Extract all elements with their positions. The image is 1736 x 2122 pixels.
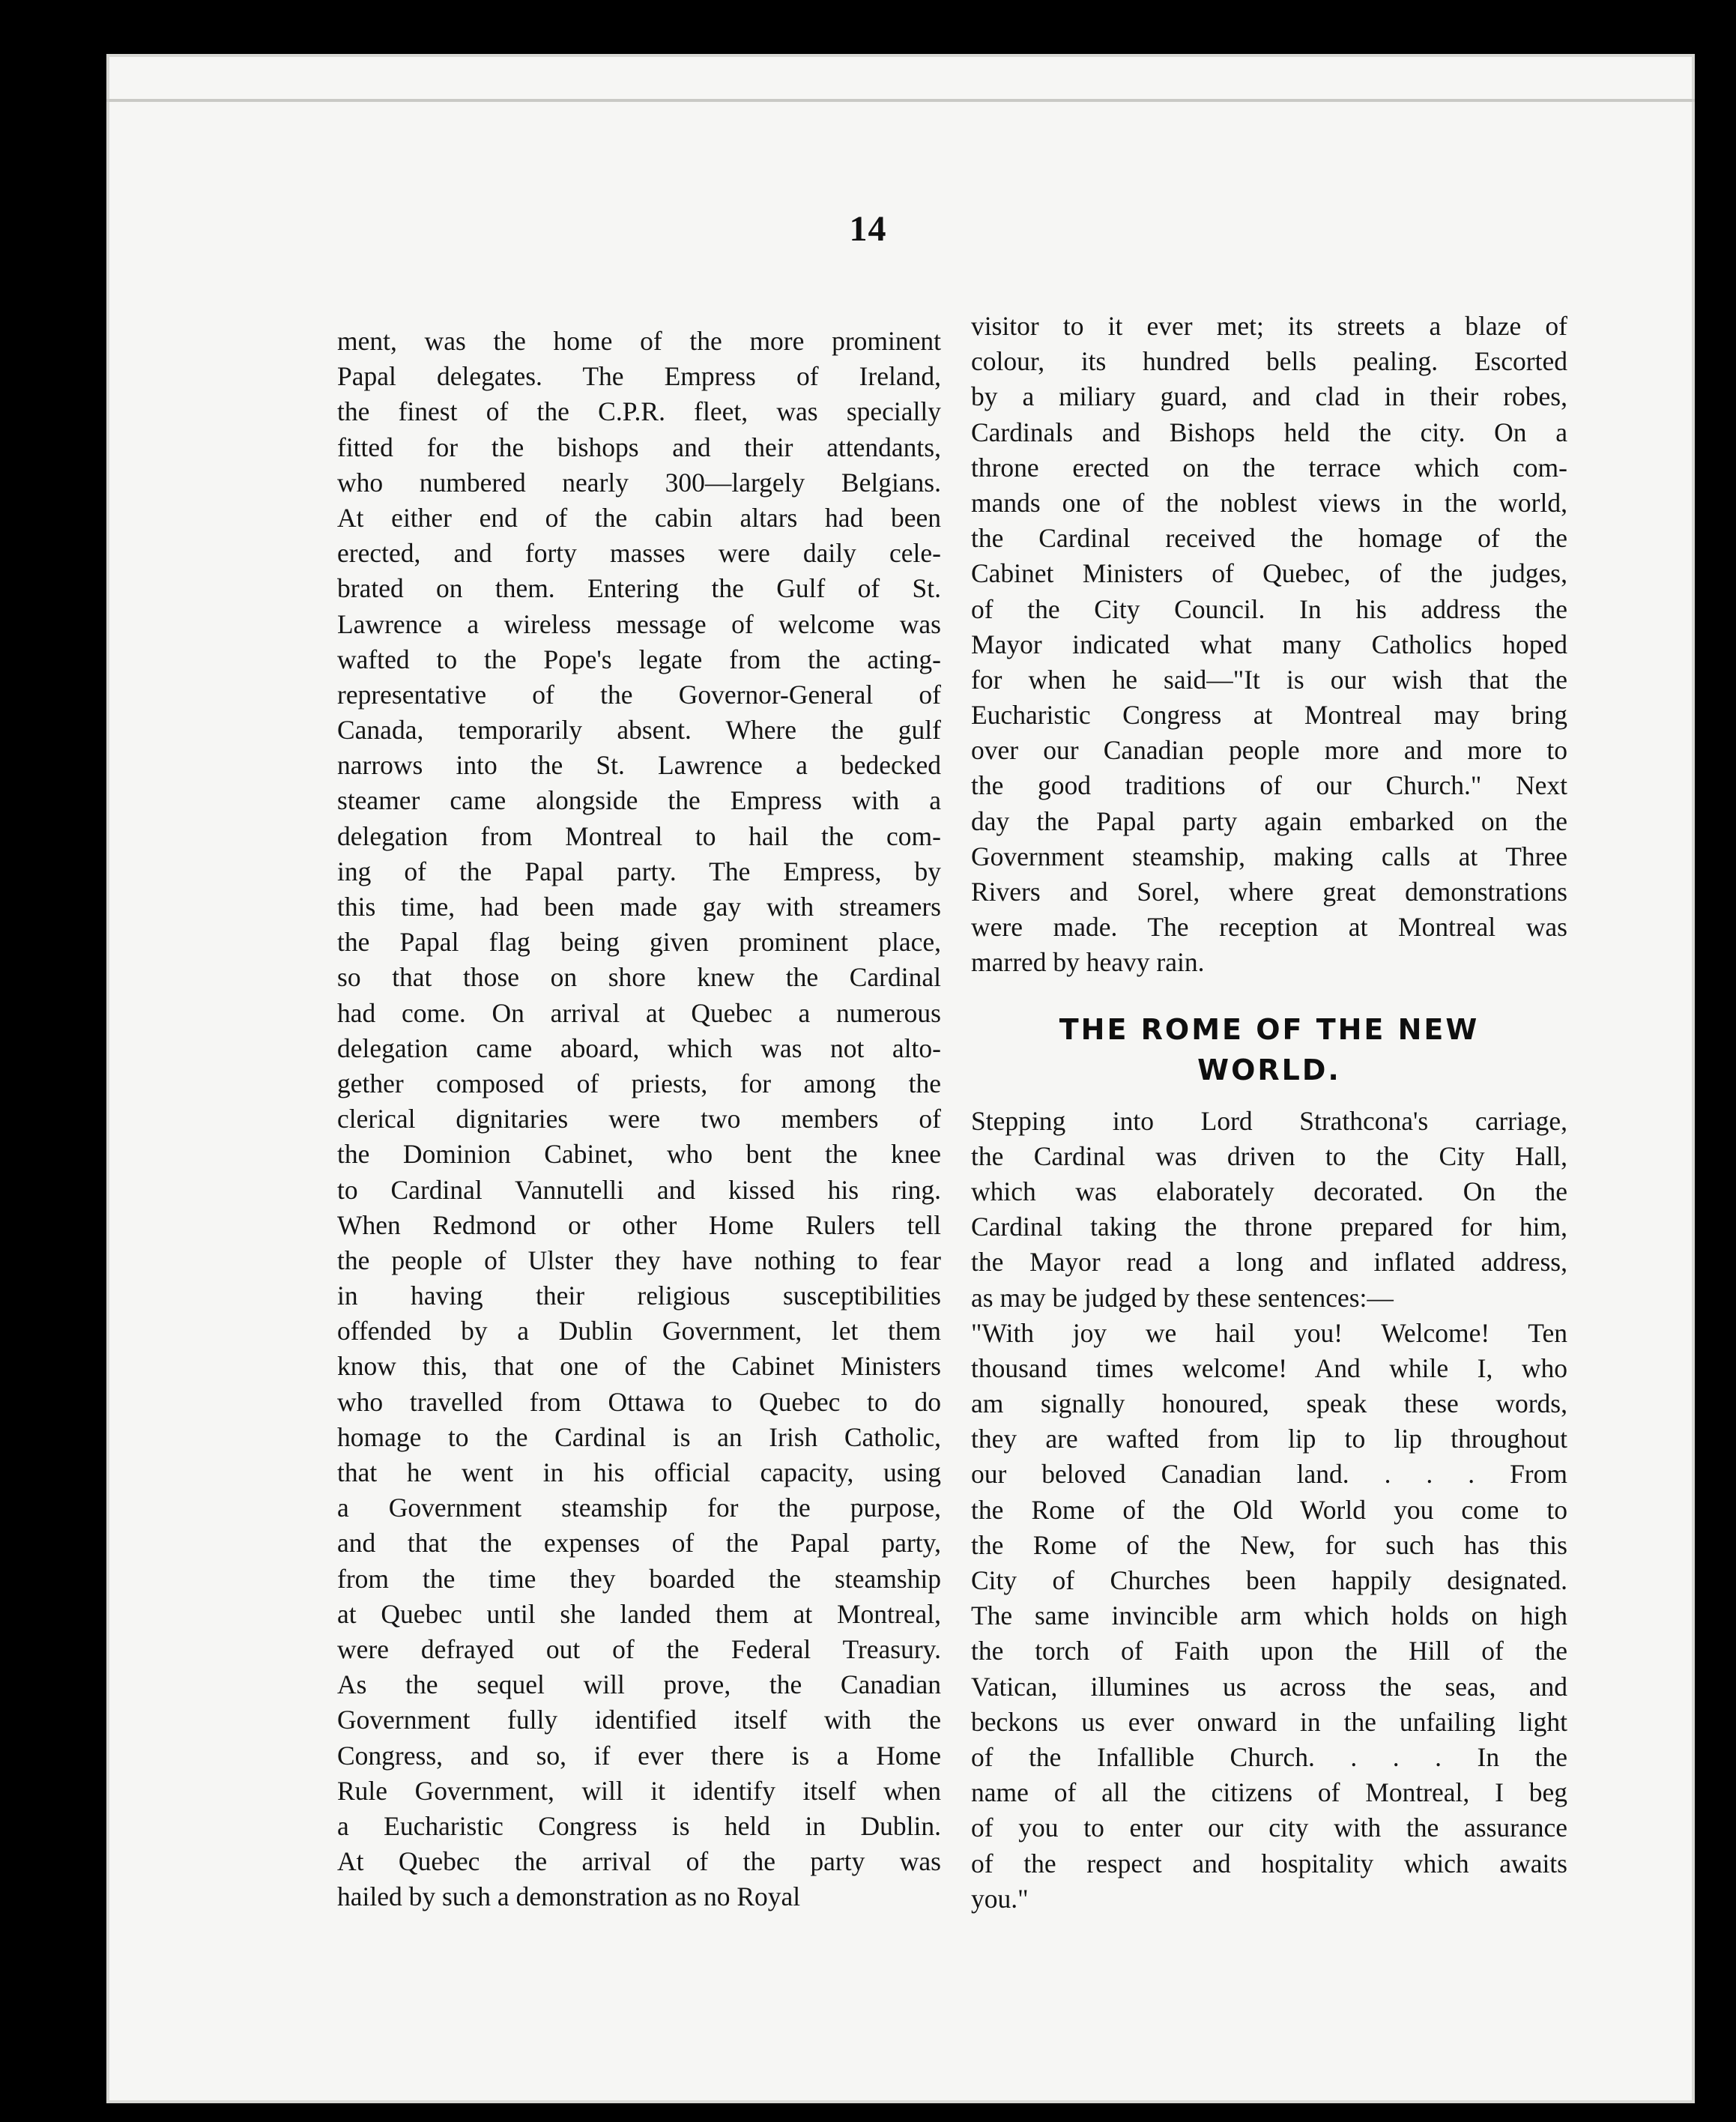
text-line: Government fully identified itself with the <box>337 1705 941 1735</box>
text-line: the Dominion Cabinet, who bent the knee <box>337 1139 941 1170</box>
text-line: Rule Government, will it identify itself when <box>337 1775 941 1806</box>
text-line: know this, that one of the Cabinet Ministers <box>337 1351 941 1382</box>
text-line: of you to enter our city with the assurance <box>971 1813 1567 1843</box>
text-line: a Government steamship for the purpose, <box>337 1493 941 1523</box>
text-line: so that those on shore knew the Cardinal <box>337 962 941 993</box>
text-line: the good traditions of our Church." Next <box>971 770 1567 801</box>
section-heading <box>971 1009 1567 1090</box>
text-line: for when he said—"It is our wish that the <box>971 664 1567 695</box>
text-line: representative of the Governor-General of <box>337 679 941 710</box>
text-line: At either end of the cabin altars had been <box>337 502 941 533</box>
text-line: erected, and forty masses were daily cele- <box>337 538 941 569</box>
right-column-top-text <box>971 309 1567 981</box>
text-line: who travelled from Ottawa to Quebec to do <box>337 1386 941 1417</box>
text-line: a Eucharistic Congress is held in Dublin. <box>337 1810 941 1841</box>
text-line: the Rome of the Old World you come to <box>971 1494 1567 1525</box>
text-line: colour, its hundred bells pealing. Escorted <box>971 346 1567 377</box>
text-line: "With joy we hail you! Welcome! Ten <box>971 1317 1567 1348</box>
section-heading-line-2: WORLD. <box>1197 1053 1341 1086</box>
text-line: Canada, temporarily absent. Where the gulf <box>337 715 941 746</box>
text-line: When Redmond or other Home Rulers tell <box>337 1209 941 1240</box>
text-line: thousand times welcome! And while I, who <box>971 1352 1567 1383</box>
text-line: The same invincible arm which holds on high <box>971 1600 1567 1631</box>
page-number: 14 <box>849 209 887 249</box>
text-line: over our Canadian people more and more to <box>971 735 1567 766</box>
text-line: of the Infallible Church. . . . In the <box>971 1741 1567 1772</box>
text-line: Government steamship, making calls at Three <box>971 841 1567 871</box>
text-line: the Mayor read a long and inflated address, <box>971 1247 1567 1278</box>
text-line: clerical dignitaries were two members of <box>337 1104 941 1134</box>
text-line: hailed by such a demonstration as no Royal <box>337 1881 801 1912</box>
text-line: Mayor indicated what many Catholics hoped <box>971 629 1567 659</box>
text-line: wafted to the Pope's legate from the acting- <box>337 644 941 674</box>
text-line: Rivers and Sorel, where great demonstrations <box>971 877 1567 907</box>
text-line: as may be judged by these sentences:— <box>971 1282 1394 1313</box>
text-line: to Cardinal Vannutelli and kissed his ring. <box>337 1174 941 1205</box>
text-line: who numbered nearly 300—largely Belgians. <box>337 467 941 498</box>
text-line: day the Papal party again embarked on the <box>971 805 1567 836</box>
text-line: Cardinals and Bishops held the city. On a <box>971 417 1567 447</box>
text-line: by a miliary guard, and clad in their robes, <box>971 381 1567 412</box>
text-line: ment, was the home of the more prominent <box>337 326 941 356</box>
text-line: Cabinet Ministers of Quebec, of the judges, <box>971 558 1567 589</box>
text-line: gether composed of priests, for among the <box>337 1068 941 1098</box>
text-line: and that the expenses of the Papal party, <box>337 1528 941 1559</box>
text-line: As the sequel will prove, the Canadian <box>337 1669 941 1700</box>
text-line: mands one of the noblest views in the world, <box>971 487 1567 518</box>
text-line: steamer came alongside the Empress with a <box>337 785 941 816</box>
text-line: which was elaborately decorated. On the <box>971 1176 1567 1206</box>
text-line: Congress, and so, if ever there is a Home <box>337 1740 941 1771</box>
text-line: were made. The reception at Montreal was <box>971 912 1567 943</box>
text-line: delegation came aboard, which was not alto- <box>337 1033 941 1063</box>
page-fold-line <box>106 99 1695 102</box>
text-line: offended by a Dublin Government, let them <box>337 1316 941 1346</box>
text-line: the Cardinal was driven to the City Hall, <box>971 1140 1567 1171</box>
section-heading-line-1: THE ROME OF THE NEW <box>1059 1012 1480 1046</box>
text-line: Vatican, illumines us across the seas, and <box>971 1671 1567 1702</box>
right-column-bottom-text <box>971 1104 1567 1917</box>
text-line: name of all the citizens of Montreal, I beg <box>971 1777 1567 1808</box>
text-line: ing of the Papal party. The Empress, by <box>337 856 941 886</box>
text-line: this time, had been made gay with streamers <box>337 892 941 922</box>
text-line: had come. On arrival at Quebec a numerous <box>337 997 941 1028</box>
text-line: throne erected on the terrace which com- <box>971 452 1567 483</box>
text-line: the torch of Faith upon the Hill of the <box>971 1636 1567 1666</box>
text-line: At Quebec the arrival of the party was <box>337 1846 941 1877</box>
text-line: Papal delegates. The Empress of Ireland, <box>337 361 941 392</box>
text-line: Stepping into Lord Strathcona's carriage, <box>971 1105 1567 1136</box>
text-line: brated on them. Entering the Gulf of St. <box>337 573 941 604</box>
text-line: beckons us ever onward in the unfailing light <box>971 1706 1567 1737</box>
right-column <box>971 309 1567 1917</box>
text-line: you." <box>971 1883 1029 1914</box>
text-line: am signally honoured, speak these words, <box>971 1388 1567 1419</box>
left-column <box>337 324 941 1914</box>
text-line: of the City Council. In his address the <box>971 593 1567 624</box>
text-line: City of Churches been happily designated. <box>971 1565 1567 1595</box>
text-line: Lawrence a wireless message of welcome was <box>337 608 941 639</box>
text-line: marred by heavy rain. <box>971 947 1205 978</box>
text-line: from the time they boarded the steamship <box>337 1563 941 1594</box>
text-line: homage to the Cardinal is an Irish Catholic, <box>337 1421 941 1452</box>
text-line: the Papal flag being given prominent place, <box>337 927 941 958</box>
text-line: fitted for the bishops and their attendants, <box>337 432 941 462</box>
text-line: the Cardinal received the homage of the <box>971 523 1567 554</box>
text-line: they are wafted from lip to lip throughout <box>971 1424 1567 1454</box>
text-line: our beloved Canadian land. . . . From <box>971 1459 1567 1490</box>
text-line: of the respect and hospitality which awaits <box>971 1848 1567 1878</box>
text-line: at Quebec until she landed them at Montreal, <box>337 1598 941 1629</box>
text-line: Eucharistic Congress at Montreal may bring <box>971 700 1567 731</box>
text-line: were defrayed out of the Federal Treasury. <box>337 1633 941 1664</box>
text-line: delegation from Montreal to hail the com- <box>337 820 941 851</box>
section-spacer <box>971 981 1567 1009</box>
text-line: the Rome of the New, for such has this <box>971 1529 1567 1560</box>
text-line: visitor to it ever met; its streets a blaze of <box>971 311 1567 341</box>
text-line: the people of Ulster they have nothing to fear <box>337 1245 941 1275</box>
text-line: that he went in his official capacity, using <box>337 1457 941 1487</box>
text-line: Cardinal taking the throne prepared for him, <box>971 1212 1567 1242</box>
text-line: narrows into the St. Lawrence a bedecked <box>337 750 941 781</box>
text-line: in having their religious susceptibilities <box>337 1281 941 1311</box>
text-line: the finest of the C.P.R. fleet, was specially <box>337 396 941 427</box>
